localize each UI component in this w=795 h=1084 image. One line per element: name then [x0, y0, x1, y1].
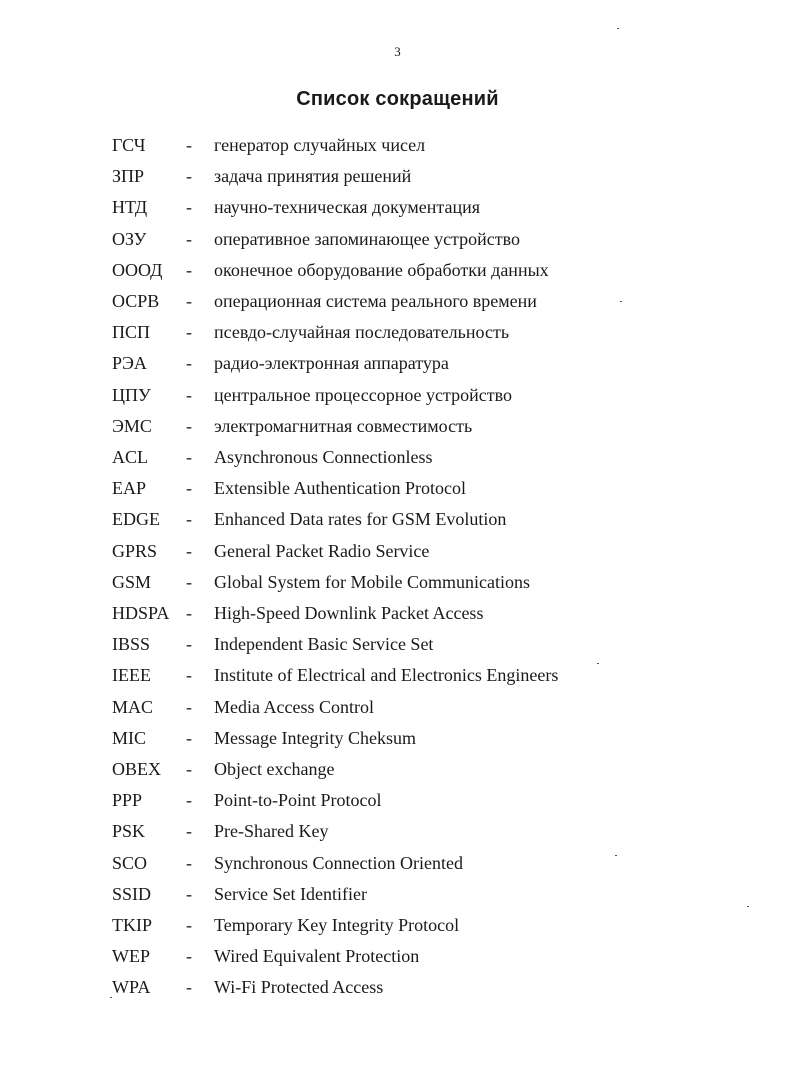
abbreviation-code: ЦПУ [112, 384, 151, 405]
abbreviation-dash: - [186, 228, 192, 249]
abbreviation-row [0, 478, 795, 509]
scan-speck [747, 906, 749, 907]
abbreviation-row [0, 572, 795, 603]
abbreviation-meaning: оперативное запоминающее устройство [214, 228, 521, 249]
abbreviation-code: HDSPA [112, 603, 170, 623]
abbreviation-dash: - [186, 977, 192, 998]
abbreviation-row [0, 790, 795, 821]
scan-speck [620, 301, 622, 302]
abbreviation-row [0, 291, 795, 322]
abbreviation-row [0, 884, 795, 915]
abbreviation-code: РЭА [112, 353, 147, 374]
page-title: Список сокращений [296, 88, 499, 110]
abbreviation-code: GPRS [112, 540, 158, 561]
abbreviation-dash: - [186, 478, 192, 499]
abbreviation-dash: - [186, 353, 192, 374]
abbreviation-meaning: Independent Basic Service Set [214, 634, 434, 655]
abbreviation-dash: - [186, 727, 192, 748]
abbreviation-code: WPA [112, 977, 151, 998]
abbreviation-code: EAP [112, 478, 147, 499]
abbreviation-code: MAC [112, 696, 154, 717]
abbreviation-dash: - [186, 665, 192, 686]
abbreviation-dash: - [186, 852, 192, 873]
abbreviation-meaning: оконечное оборудование обработки данных [214, 259, 549, 280]
abbreviation-meaning: Point-to-Point Protocol [214, 790, 382, 811]
abbreviation-dash: - [186, 135, 192, 155]
abbreviation-code: IBSS [112, 634, 151, 655]
abbreviation-row [0, 697, 795, 728]
abbreviation-meaning: операционная система реального времени [214, 291, 537, 311]
abbreviation-code: OBEX [112, 759, 161, 779]
abbreviation-dash: - [186, 322, 192, 343]
abbreviation-row [0, 728, 795, 759]
abbreviation-meaning: центральное процессорное устройство [214, 384, 512, 405]
abbreviation-row [0, 541, 795, 572]
abbreviation-dash: - [186, 883, 192, 904]
abbreviation-row [0, 416, 795, 447]
abbreviation-row [0, 759, 795, 790]
abbreviation-code: НТД [112, 197, 148, 218]
abbreviation-code: ПСП [112, 322, 151, 343]
abbreviation-row [0, 634, 795, 665]
abbreviation-meaning: Message Integrity Cheksum [214, 727, 416, 748]
abbreviation-meaning: High-Speed Downlink Packet Access [214, 603, 484, 623]
abbreviation-row [0, 135, 795, 166]
abbreviation-code: MIC [112, 727, 147, 748]
abbreviation-meaning: Service Set Identifier [214, 883, 367, 904]
abbreviation-code: WEP [112, 946, 150, 967]
abbreviation-meaning: Temporary Key Integrity Protocol [214, 915, 460, 935]
abbreviation-dash: - [186, 759, 192, 779]
abbreviation-row [0, 946, 795, 977]
abbreviation-row [0, 509, 795, 540]
abbreviation-code: PSK [112, 821, 146, 842]
abbreviation-row [0, 353, 795, 384]
abbreviation-row [0, 821, 795, 852]
abbreviation-code: SCO [112, 852, 148, 873]
abbreviation-meaning: Pre-Shared Key [214, 821, 329, 842]
abbreviation-dash: - [186, 696, 192, 717]
abbreviation-row [0, 915, 795, 946]
abbreviation-row [0, 447, 795, 478]
abbreviation-code: ЗПР [112, 166, 145, 187]
scan-speck [617, 28, 619, 29]
abbreviation-row [0, 166, 795, 197]
abbreviation-meaning: Object exchange [214, 759, 335, 779]
abbreviation-dash: - [186, 915, 192, 935]
abbreviation-dash: - [186, 634, 192, 655]
abbreviation-meaning: задача принятия решений [214, 166, 412, 187]
abbreviation-dash: - [186, 197, 192, 218]
abbreviation-code: ЭМС [112, 415, 152, 436]
abbreviation-meaning: Media Access Control [214, 696, 374, 717]
abbreviation-meaning: Synchronous Connection Oriented [214, 852, 463, 873]
abbreviation-meaning: Extensible Authentication Protocol [214, 478, 466, 499]
abbreviation-code: SSID [112, 883, 152, 904]
abbreviation-row [0, 665, 795, 696]
abbreviation-row [0, 229, 795, 260]
abbreviation-meaning: Global System for Mobile Communications [214, 571, 530, 592]
page-number: 3 [394, 44, 401, 59]
scan-speck [110, 997, 112, 998]
abbreviation-row [0, 853, 795, 884]
abbreviation-row [0, 603, 795, 634]
abbreviation-dash: - [186, 291, 192, 311]
abbreviation-row [0, 322, 795, 353]
abbreviation-dash: - [186, 540, 192, 561]
abbreviation-dash: - [186, 447, 192, 467]
abbreviation-dash: - [186, 571, 192, 592]
abbreviation-meaning: Wi-Fi Protected Access [214, 977, 384, 998]
abbreviation-meaning: Institute of Electrical and Electronics Engineers [214, 665, 559, 686]
abbreviation-row [0, 977, 795, 1008]
abbreviation-code: ГСЧ [112, 135, 146, 155]
abbreviation-dash: - [186, 509, 192, 530]
abbreviation-dash: - [186, 415, 192, 436]
abbreviation-dash: - [186, 946, 192, 967]
abbreviation-meaning: электромагнитная совместимость [214, 415, 473, 436]
abbreviation-code: IEEE [112, 665, 151, 686]
abbreviation-row [0, 385, 795, 416]
abbreviation-code: ОЗУ [112, 228, 147, 249]
abbreviation-dash: - [186, 603, 192, 623]
abbreviation-meaning: генератор случайных чисел [214, 135, 426, 155]
abbreviation-code: ACL [112, 447, 148, 467]
abbreviation-dash: - [186, 166, 192, 187]
abbreviation-meaning: Wired Equivalent Protection [214, 946, 420, 967]
abbreviation-meaning: Asynchronous Connectionless [214, 447, 433, 467]
abbreviation-meaning: псевдо-случайная последовательность [214, 322, 510, 343]
abbreviation-code: TKIP [112, 915, 152, 935]
abbreviation-row [0, 260, 795, 291]
abbreviation-meaning: научно-техническая документация [214, 197, 481, 218]
abbreviation-code: ОООД [112, 259, 163, 280]
abbreviation-row [0, 197, 795, 228]
scan-speck [615, 855, 617, 856]
abbreviation-dash: - [186, 259, 192, 280]
abbreviation-code: EDGE [112, 509, 160, 530]
abbreviation-code: GSM [112, 571, 152, 592]
abbreviation-meaning: радио-электронная аппаратура [214, 353, 449, 374]
abbreviation-dash: - [186, 821, 192, 842]
abbreviation-dash: - [186, 384, 192, 405]
abbreviation-meaning: Enhanced Data rates for GSM Evolution [214, 509, 507, 530]
abbreviation-code: ОСРВ [112, 291, 160, 311]
scan-speck [597, 663, 599, 664]
abbreviation-code: PPP [112, 790, 143, 811]
abbreviation-meaning: General Packet Radio Service [214, 540, 430, 561]
abbreviation-dash: - [186, 790, 192, 811]
